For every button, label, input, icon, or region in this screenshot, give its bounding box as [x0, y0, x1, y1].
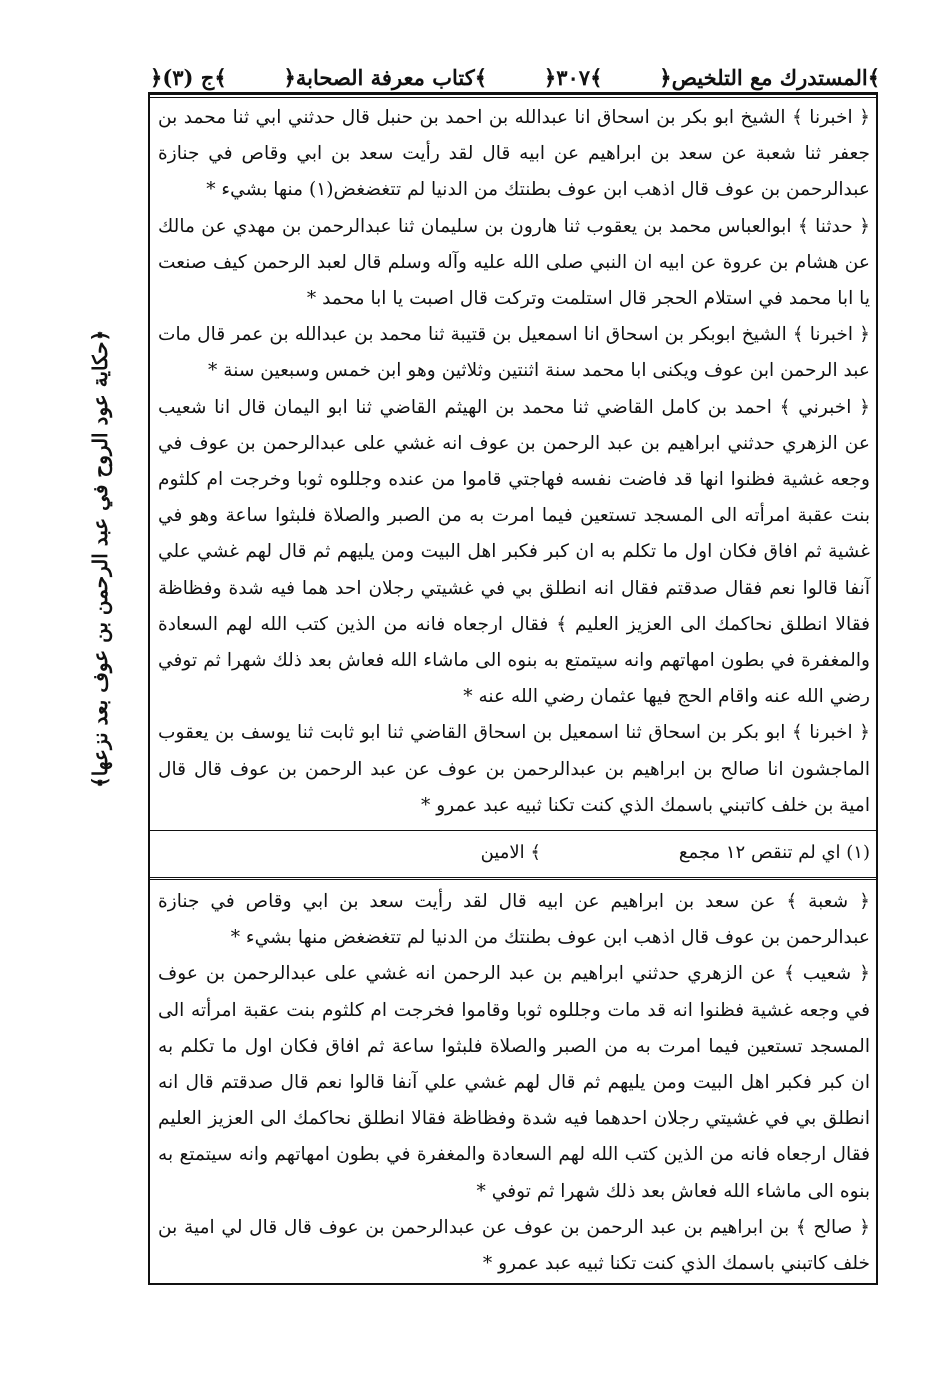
footnote-2: ﴾ الامين — [480, 842, 541, 863]
paragraph: ﴿ شعبة ﴾ عن سعد بن ابراهيم عن ابيه قال لقد رأيت سعد بن ابي وقاص في جنازة عبدالرحمن بن عوف قال اذهب ابن عوف بطنتك من الدنيا لم تتغضغض منها بشيء * — [158, 891, 870, 949]
book-title: ﴿كتاب معرفة الصحابة﴾ — [283, 64, 488, 90]
paragraph: ﴿ حدثنا ﴾ ابوالعباس محمد بن يعقوب ثنا هارون بن سليمان ثنا عبدالرحمن بن مهدي عن مالك عن هشام بن عروة عن ابيه ان النبي صلى الله عليه وآله وسلم قال لعبد الرحمن كيف صنعت يا ابا محمد في استلام الحجر قال استلمت وتركت قال اصبت يا ابا محمد * — [158, 215, 870, 310]
footnote — [158, 842, 870, 872]
page-header — [150, 60, 880, 94]
page-number: ﴿٣٠٧﴾ — [543, 64, 603, 90]
footnote-1: (١) اي لم تنقص ١٢ مجمع — [678, 842, 870, 863]
section-separator — [148, 877, 878, 880]
margin-note: ﴿حكاية عود الروح في عبد الرحمن بن عوف بعد نزعها﴾ — [88, 330, 112, 789]
running-title: ﴿المستدرك مع التلخيص﴾ — [659, 64, 880, 90]
main-text — [158, 100, 870, 825]
volume-number: ﴿ج (٣)﴾ — [150, 64, 227, 90]
summary-text — [158, 884, 870, 1280]
paragraph: ﴿ اخبرنا ﴾ الشيخ ابو بكر بن اسحاق انا عبدالله بن احمد بن حنبل قال حدثني ابي ثنا محمد بن جعفر ثنا شعبة عن سعد بن ابراهيم عن ابيه قال لقد رأيت سعد بن ابي وقاص في جنازة عبدالرحمن بن عوف قال اذهب ابن عوف بطنتك من الدنيا لم تتغضغض(١) منها بشيء * — [158, 107, 870, 201]
paragraph: ﴿ اخبرنا ﴾ الشيخ ابوبكر بن اسحاق انا اسمعيل بن قتيبة ثنا محمد بن عبدالله بن عمر قال مات عبد الرحمن ابن عوف ويكنى ابا محمد سنة اثنتين وثلاثين وهو ابن خمس وسبعين سنة * — [158, 324, 870, 382]
paragraph: ﴿ شعيب ﴾ عن الزهري حدثني ابراهيم بن عبد الرحمن انه غشي على عبدالرحمن بن عوف في وجعه غشية فظنوا انه قد مات وجللوه ثوبا وقاموا فخرجت ام كلثوم بنت عقبة امرأته الى المسجد تستعين فيما امرت به من الصبر والصلاة فلبثوا ساعة ثم افاق فكان اول ما تكلم به ان كبر فكبر اهل البيت ومن يليهم ثم قال لهم غشي علي آنفا قالوا نعم قال صدقتم قال انه انطلق بي في غشيتي رجلان احدهما فيه شدة وفظاظة فقالا انطلق نحاكمك الى العزيز العليم فقال ارجعاه فانه من الذين كتب الله لهم السعادة والمغفرة في بطون امهاتهم وانه سيتمتع به بنوه الى ماشاء الله فعاش بعد ذلك شهرا ثم توفي * — [158, 963, 870, 1202]
paragraph: ﴿ اخبرني ﴾ احمد بن كامل القاضي ثنا محمد بن الهيثم القاضي ثنا ابو اليمان قال انا شعيب عن الزهري حدثني ابراهيم بن عبد الرحمن بن عوف انه غشي على عبدالرحمن بن عوف في وجعه غشية فظنوا انها قد فاضت نفسه فهاجتي قاموا من عنده وجللوه ثوبا وخرجت ام كلثوم بنت عقبة امرأته الى المسجد تستعين فيما امرت به من الصبر والصلاة فلبثوا ساعة وهو في غشية ثم افاق فكان اول ما تكلم به ان كبر فكبر اهل البيت ومن يليهم ثم قال لهم غشي علي آنفا قالوا نعم فقال صدقتم فقال انه انطلق بي في غشيتي رجلان احد هما فيه شدة وفظاظة فقالا انطلق نحاكمك الى العزيز العليم ﴾ فقال ارجعاه فانه من الذين كتب الله لهم السعادة والمغفرة في بطون امهاتهم وانه سيتمتع به بنوه الى ماشاء الله فعاش بعد ذلك شهرا ثم توفي رضي الله عنه واقام الحج فيها عثمان رضي الله عنه * — [158, 396, 870, 708]
paragraph: ﴿ اخبرنا ﴾ ابو بكر بن اسحاق ثنا اسمعيل بن اسحاق القاضي ثنا ابو ثابت ثنا يوسف بن يعقوب الماجشون انا صالح بن ابراهيم بن عبدالرحمن بن عوف عن عبد الرحمن بن عوف قال قال امية بن خلف كاتبني باسمك الذي كنت تكنا ثبيه عبد عمرو * — [158, 722, 870, 816]
paragraph: ﴿ صالح ﴾ بن ابراهيم بن عبد الرحمن بن عوف عن عبدالرحمن بن عوف قال قال لي امية بن خلف كاتبني باسمك الذي كنت تكنا ثبيه عبد عمرو * — [158, 1216, 870, 1275]
footnote-rule — [148, 830, 878, 831]
